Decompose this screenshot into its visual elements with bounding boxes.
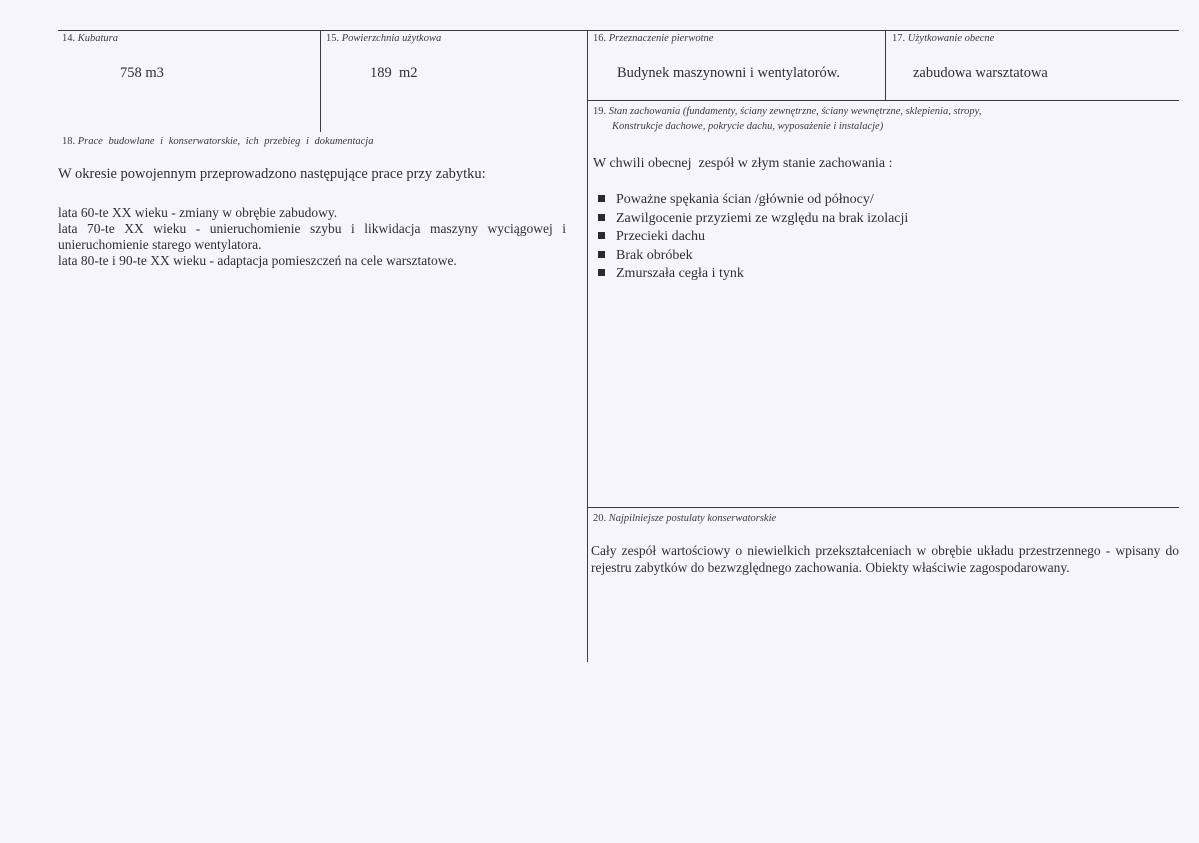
field-18-intro: W okresie powojennym przeprowadzono następujące prace przy zabytku:	[58, 166, 486, 182]
field-15-value: 189 m2	[370, 65, 418, 81]
field-16-label: 16. Przeznaczenie pierwotne	[593, 33, 714, 44]
list-item: Brak obróbek	[598, 247, 908, 266]
field-14-label: 14. Kubatura	[62, 33, 119, 44]
square-bullet-icon	[598, 195, 605, 202]
top-border	[58, 30, 1179, 31]
square-bullet-icon	[598, 214, 605, 221]
list-item: Zmurszała cegła i tynk	[598, 265, 908, 284]
work-item: lata 60-te XX wieku - zmiany w obrębie zabudowy.	[58, 205, 338, 220]
work-item: lata 70-te XX wieku - unieruchomienie szybu i likwidacja maszyny wyciągowej i unieruchomienie starego wentylatora.	[58, 221, 566, 252]
field-19-label: 19. Stan zachowania (fundamenty, ściany zewnętrzne, ściany wewnętrzne, sklepienia, stropy, Konstrukcje dachowe, pokrycie dachu, wyposażenie i instalacje)	[593, 106, 982, 132]
divider-16-17	[885, 30, 886, 100]
field-18-label: 18. Prace budowlane i konserwatorskie, ich przebieg i dokumentacja	[62, 136, 374, 147]
work-item: lata 80-te i 90-te XX wieku - adaptacja pomieszczeń na cele warsztatowe.	[58, 253, 457, 268]
main-column-divider	[587, 30, 588, 662]
field-19-intro: W chwili obecnej zespół w złym stanie zachowania :	[593, 156, 893, 171]
condition-list	[598, 191, 908, 284]
field-17-label: 17. Użytkowanie obecne	[892, 33, 995, 44]
field-16-value: Budynek maszynowni i wentylatorów.	[617, 65, 840, 81]
list-item: Poważne spękania ścian /głównie od północy/	[598, 191, 908, 210]
field-18-works-list	[58, 205, 566, 269]
field-14-value: 758 m3	[120, 65, 164, 81]
list-item: Zawilgocenie przyziemi ze względu na brak izolacji	[598, 210, 908, 229]
border-above-20	[587, 507, 1179, 508]
field-17-value: zabudowa warsztatowa	[913, 65, 1048, 81]
field-20-label: 20. Najpilniejsze postulaty konserwatorskie	[593, 513, 777, 524]
field-15-label: 15. Powierzchnia użytkowa	[326, 33, 442, 44]
square-bullet-icon	[598, 269, 605, 276]
divider-14-15	[320, 30, 321, 132]
list-item: Przecieki dachu	[598, 228, 908, 247]
square-bullet-icon	[598, 232, 605, 239]
field-20-text: Cały zespół wartościowy o niewielkich przekształceniach w obrębie układu przestrzennego - wpisany do rejestru zabytków do bezwzględnego zachowania. Obiekty właściwie zagospodarowany.	[591, 543, 1179, 575]
border-under-16-17	[587, 100, 1179, 101]
square-bullet-icon	[598, 251, 605, 258]
